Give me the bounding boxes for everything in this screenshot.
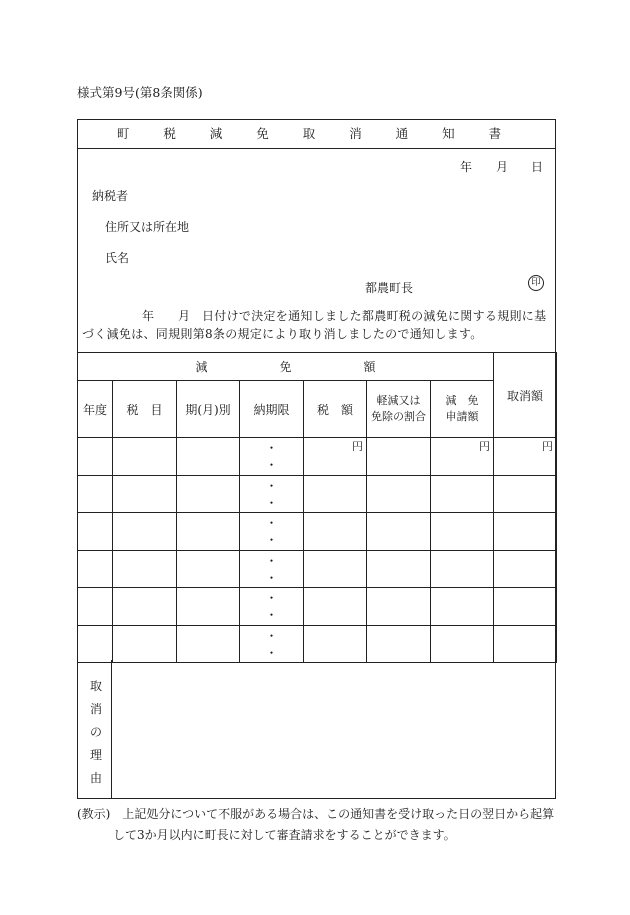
notice-text-line2: づく減免は、同規則第8条の規定により取り消しましたので通知します。 — [82, 327, 483, 341]
table-row — [78, 513, 557, 551]
notice-form — [77, 119, 556, 799]
address-label: 住所又は所在地 — [105, 220, 190, 234]
notice-month: 月 — [178, 309, 191, 323]
table-row — [78, 475, 557, 513]
form-number-label: 様式第9号(第8条関係) — [77, 85, 203, 100]
cancel-amount-yen: 円 — [494, 438, 557, 476]
notice-year: 年 — [142, 309, 155, 323]
date-year-label: 年 — [460, 160, 473, 174]
table-row — [78, 588, 557, 626]
form-title: 町 税 減 免 取 消 通 知 書 — [78, 120, 555, 149]
due-date-cell: ・ ・ — [240, 438, 304, 476]
col-header-period: 期(月)別 — [177, 381, 240, 438]
due-date-cell: ・ ・ — [240, 513, 304, 551]
col-header-due-date: 納期限 — [240, 381, 304, 438]
issuer-label: 都農町長 — [365, 281, 414, 295]
table-row — [78, 438, 557, 476]
instruction-line1: (教示) 上記処分について不服がある場合は、この通知書を受け取った日の翌日から起算 — [77, 807, 555, 821]
seal-icon: 印 — [528, 275, 544, 291]
due-date-cell: ・ ・ — [240, 550, 304, 588]
due-date-cell: ・ ・ — [240, 625, 304, 663]
col-header-ratio: 軽減又は 免除の割合 — [367, 381, 431, 438]
instruction-line2: して3か月以内に町長に対して審査請求をすることができます。 — [113, 828, 456, 842]
col-header-tax-amount: 税 額 — [304, 381, 367, 438]
date-month-label: 月 — [496, 160, 509, 174]
table-row — [78, 550, 557, 588]
reduction-table — [77, 352, 557, 663]
reduction-group-header: 減 免 額 — [78, 353, 494, 381]
col-header-year: 年度 — [78, 381, 113, 438]
notice-text-line1: 日付けで決定を通知しました都農町税の減免に関する規則に基 — [202, 309, 547, 323]
name-label: 氏名 — [105, 251, 130, 265]
cancel-reason-label: 取 消 の 理 由 — [78, 660, 112, 799]
col-header-applied-amount: 減 免 申請額 — [431, 381, 494, 438]
due-date-cell: ・ ・ — [240, 588, 304, 626]
date-day-label: 日 — [531, 160, 544, 174]
col-header-tax-item: 税 目 — [113, 381, 177, 438]
taxpayer-label: 納税者 — [92, 189, 129, 203]
table-row — [78, 625, 557, 663]
tax-amount-yen: 円 — [304, 438, 367, 476]
cancel-amount-header: 取消額 — [494, 353, 557, 438]
applied-amount-yen: 円 — [431, 438, 494, 476]
due-date-cell: ・ ・ — [240, 475, 304, 513]
